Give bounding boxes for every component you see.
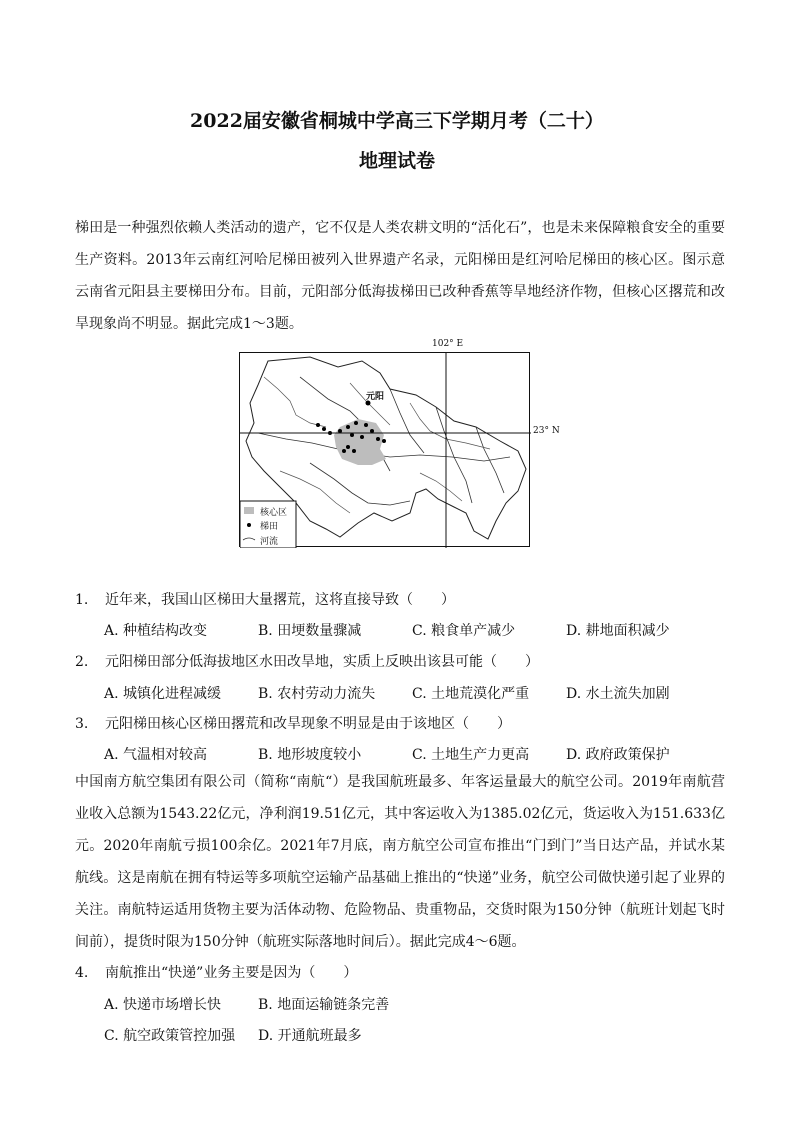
legend-river: 河流: [260, 537, 279, 547]
option-b[interactable]: B. 田埂数量骤减: [258, 623, 362, 639]
option-b[interactable]: B. 地形坡度较小: [258, 747, 362, 763]
question-3: [75, 714, 511, 734]
question-stem: 近年来，我国山区梯田大量撂荒，这将直接导致（ ）: [105, 592, 455, 608]
question-stem: 元阳梯田核心区梯田撂荒和改旱现象不明显是由于该地区（ ）: [105, 716, 511, 732]
option-c[interactable]: C. 航空政策管控加强: [104, 1028, 236, 1044]
town-label: 元阳: [366, 392, 385, 402]
question-2: [75, 652, 539, 672]
exam-subtitle: 地理试卷: [358, 150, 435, 172]
option-c[interactable]: C. 粮食单产减少: [412, 623, 516, 639]
map-drawing: [240, 353, 531, 548]
question-number: 2.: [75, 654, 89, 670]
terrace-distribution-map: [239, 339, 560, 547]
option-c[interactable]: C. 土地荒漠化严重: [412, 686, 530, 702]
option-a[interactable]: A. 种植结构改变: [104, 623, 208, 639]
legend-core-area: 核心区: [260, 508, 288, 518]
legend-terrace: 梯田: [260, 522, 279, 532]
question-stem: 元阳梯田部分低海拔地区水田改旱地，实质上反映出该县可能（ ）: [105, 654, 539, 670]
option-d[interactable]: D. 开通航班最多: [258, 1028, 362, 1044]
core-area: [334, 419, 386, 465]
option-c[interactable]: C. 土地生产力更高: [412, 747, 530, 763]
option-b[interactable]: B. 地面运输链条完善: [258, 997, 390, 1013]
longitude-label: 102° E: [432, 339, 464, 349]
exam-title: 2022届安徽省桐城中学高三下学期月考（二十）: [190, 110, 604, 132]
question-number: 4.: [75, 965, 89, 981]
question-number: 3.: [75, 716, 89, 732]
question-1: [75, 590, 455, 610]
option-a[interactable]: A. 城镇化进程减缓: [104, 686, 222, 702]
question-4: [75, 963, 357, 983]
option-a[interactable]: A. 气温相对较高: [104, 747, 208, 763]
question-stem: 南航推出“快递”业务主要是因为（ ）: [105, 965, 358, 981]
option-a[interactable]: A. 快递市场增长快: [104, 997, 222, 1013]
passage-terraces: 梯田是一种强烈依赖人类活动的遗产，它不仅是人类农耕文明的“活化石”，也是未来保障粮食安全的重要生产资料。2013年云南红河哈尼梯田被列入世界遗产名录，元阳梯田是红河哈尼梯田的核心区。图示意云南省元阳县主要梯田分布。目前，元阳部分低海拔梯田已改种香蕉等旱地经济作物，但核心区撂荒和改旱现象尚不明显。据此完成1～3题。: [75, 220, 725, 332]
option-d[interactable]: D. 政府政策保护: [566, 747, 670, 763]
option-b[interactable]: B. 农村劳动力流失: [258, 686, 376, 702]
question-number: 1.: [75, 592, 89, 608]
latitude-label: 23° N: [533, 426, 560, 436]
option-d[interactable]: D. 水土流失加剧: [566, 686, 670, 702]
passage-airline: 中国南方航空集团有限公司（简称“南航“）是我国航班最多、年客运量最大的航空公司。2019年南航营业收入总额为1543.22亿元，净利润19.51亿元，其中客运收入为1385.02亿元，货运收入为151.633亿元。2020年南航亏损100余亿。2021年7月底，南方航空公司宣布推出“门到门”当日达产品，并试水某航线。这是南航在拥有特运等多项航空运输产品基础上推出的“快递”业务，航空公司做快递引起了业界的关注。南航特运适用货物主要为活体动物、危险物品、贵重物品，交货时限为150分钟（航班计划起飞时间前），提货时限为150分钟（航班实际落地时间后）。据此完成4～6题。: [75, 774, 725, 950]
option-d[interactable]: D. 耕地面积减少: [566, 623, 670, 639]
